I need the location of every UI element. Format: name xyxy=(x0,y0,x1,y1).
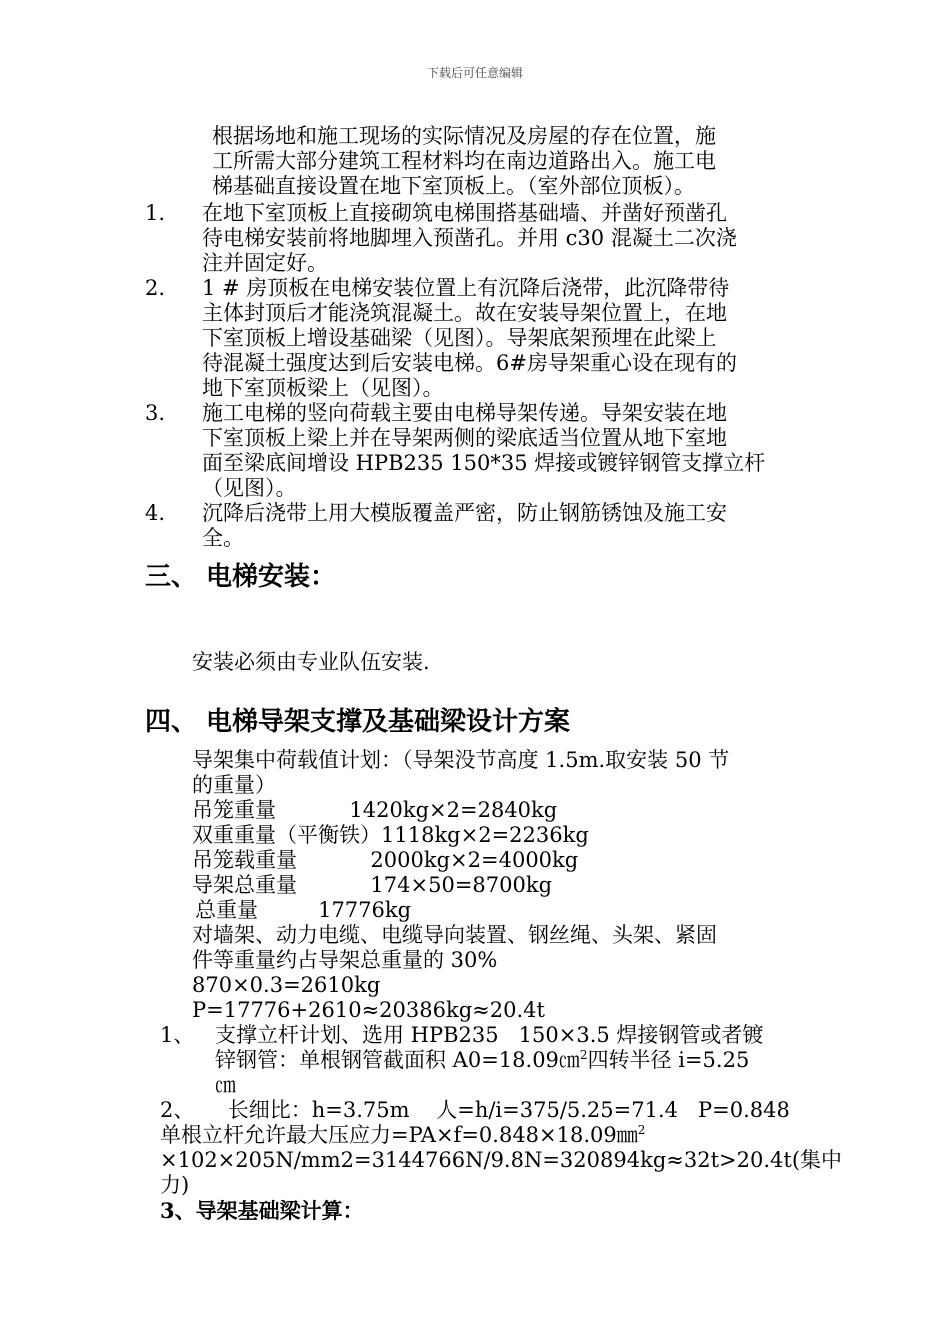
s4-line-5: 吊笼载重量 2000kg×2=4000kg xyxy=(192,848,579,872)
sub-1-line-1: 支撑立杆计划、选用 HPB235 150×3.5 焊接钢管或者镀 xyxy=(215,1023,764,1047)
sub-1-superscript: 2 xyxy=(579,1048,588,1062)
item-1-line-2: 待电梯安装前将地脚埋入预凿孔。并用 c30 混凝土二次浇 xyxy=(202,226,737,250)
sub-1-number: 1、 xyxy=(160,1023,195,1047)
item-3-line-3: 面至梁底间增设 HPB235 150*35 焊接或镀锌钢管支撑立杆 xyxy=(202,451,766,475)
item-3-line-4: （见图）。 xyxy=(202,476,297,500)
sub-2-cont-1 xyxy=(160,1123,645,1148)
sub-2-cont-2: ×102×205N/mm2=3144766N/9.8N=320894kg≈32t>20.4t(集中 xyxy=(160,1148,843,1172)
intro-line-3: 梯基础直接设置在地下室顶板上。（室外部位顶板）。 xyxy=(212,174,695,198)
item-2-line-5: 地下室顶板梁上（见图）。 xyxy=(202,376,444,400)
sub-2-cont-1a: 单根立杆允许最大压应力=PA×f=0.848×18.09㎜ xyxy=(160,1123,638,1147)
s4-line-3: 吊笼重量 1420kg×2=2840kg xyxy=(192,798,558,822)
s4-line-2: 的重量） xyxy=(192,773,276,797)
item-1-line-3: 注并固定好。 xyxy=(202,251,328,275)
item-4-line-1: 沉降后浇带上用大模版覆盖严密，防止钢筋锈蚀及施工安 xyxy=(202,501,727,525)
sub-2-line: 2、 长细比：h=3.75m 人=h/i=375/5.25=71.4 P=0.848 xyxy=(160,1098,790,1122)
page-header: 下载后可任意编辑 xyxy=(426,66,523,80)
item-1-number: 1. xyxy=(145,201,166,225)
section-3-heading: 三、 电梯安装： xyxy=(145,562,337,592)
s4-line-11: P=17776+2610≈20386kg≈20.4t xyxy=(192,998,545,1022)
item-2-number: 2. xyxy=(145,276,166,300)
item-1-line-1: 在地下室顶板上直接砌筑电梯围搭基础墙、并凿好预凿孔 xyxy=(202,201,727,225)
item-2-line-3: 下室顶板上增设基础梁（见图）。导架底架预埋在此梁上 xyxy=(202,326,717,350)
sub-1-line-3: ㎝ xyxy=(215,1073,236,1097)
item-2-line-2: 主体封顶后才能浇筑混凝土。故在安装导架位置上，在地 xyxy=(202,301,727,325)
sub-1-line-2a: 锌钢管：单根钢管截面积 A0=18.09㎝ xyxy=(215,1048,580,1072)
sub-1-line-2 xyxy=(215,1048,749,1073)
s4-line-4: 双重重量（平衡铁）1118kg×2=2236kg xyxy=(192,823,589,847)
sub-2-superscript: 2 xyxy=(637,1123,646,1137)
intro-line-2: 工所需大部分建筑工程材料均在南边道路出入。施工电 xyxy=(212,149,716,173)
sub-3-heading: 3、导架基础梁计算： xyxy=(160,1198,364,1223)
s4-line-8: 对墙架、动力电缆、电缆导向装置、钢丝绳、头架、紧固 xyxy=(192,923,717,947)
item-4-line-2: 全。 xyxy=(202,526,244,550)
s4-line-7: 总重量 17776kg xyxy=(195,898,412,922)
s4-line-6: 导架总重量 174×50=8700kg xyxy=(192,873,553,897)
section-4-heading: 四、 电梯导架支撑及基础梁设计方案 xyxy=(145,707,571,737)
item-3-line-1: 施工电梯的竖向荷载主要由电梯导架传递。导架安装在地 xyxy=(202,401,727,425)
sub-1-line-2b: 四转半径 i=5.25 xyxy=(587,1048,750,1072)
item-3-line-2: 下室顶板上梁上并在导架两侧的梁底适当位置从地下室地 xyxy=(202,426,727,450)
item-4-number: 4. xyxy=(145,501,166,525)
sub-2-cont-3: 力) xyxy=(160,1173,190,1197)
item-2-line-1: 1 # 房顶板在电梯安装位置上有沉降后浇带，此沉降带待 xyxy=(202,276,730,300)
intro-line-1: 根据场地和施工现场的实际情况及房屋的存在位置，施 xyxy=(212,124,716,148)
s4-line-10: 870×0.3=2610kg xyxy=(192,973,381,997)
item-3-number: 3. xyxy=(145,401,166,425)
s4-line-1: 导架集中荷载值计划：（导架没节高度 1.5m.取安装 50 节 xyxy=(192,748,730,772)
s4-line-9: 件等重量约占导架总重量的 30% xyxy=(192,948,498,972)
section-3-text: 安装必须由专业队伍安装. xyxy=(192,650,430,674)
item-2-line-4: 待混凝土强度达到后安装电梯。6#房导架重心设在现有的 xyxy=(202,351,737,375)
